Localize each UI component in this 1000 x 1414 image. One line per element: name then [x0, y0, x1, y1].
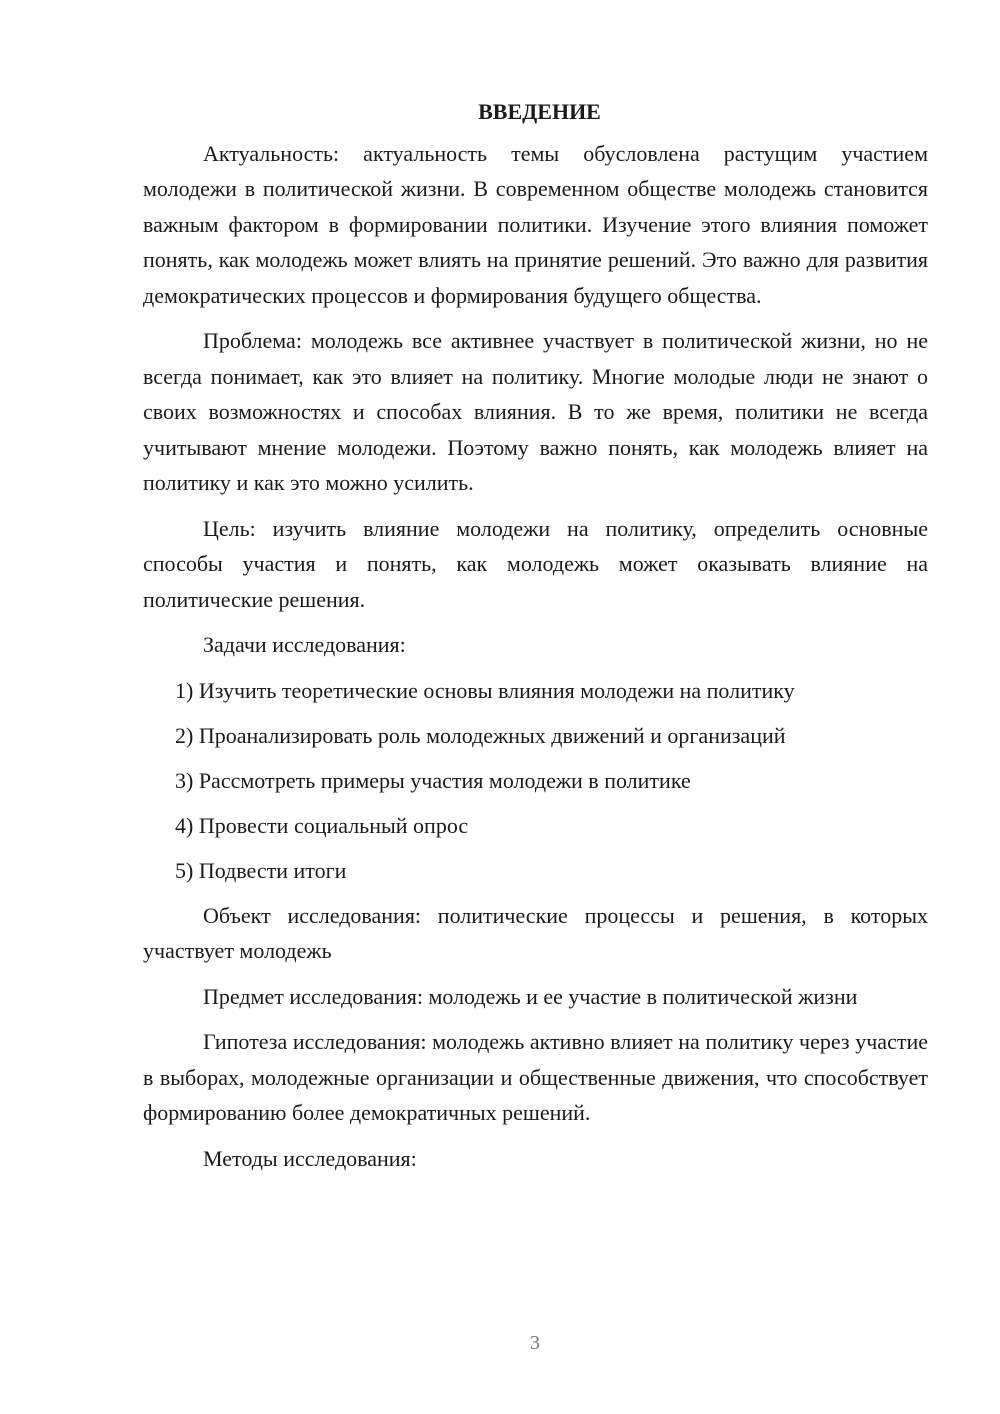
list-item: 1) Изучить теоретические основы влияния молодежи на политику — [175, 677, 795, 703]
paragraph-hypothesis: Гипотеза исследования: молодежь активно влияет на политику через участие в выборах, молодежные организации и общественные движения, что способствует формированию более демократичных решений. — [143, 1029, 928, 1125]
page-content — [143, 94, 928, 1176]
paragraph-object: Объект исследования: политические процессы и решения, в которых участвует молодежь — [143, 902, 928, 963]
tasks-heading: Задачи исследования: — [203, 632, 406, 657]
paragraph-relevance: Актуальность: актуальность темы обусловлена растущим участием молодежи в политической жизни. В современном обществе молодежь становится важным фактором в формировании политики. Изучение этого влияния поможет понять, как молодежь может влиять на принятие решений. Это важно для развития демократических процессов и формирования будущего общества. — [143, 140, 928, 308]
methods-heading: Методы исследования: — [203, 1145, 417, 1171]
page-number: 3 — [530, 1332, 540, 1354]
list-item: 4) Провести социальный опрос — [175, 812, 469, 838]
paragraph-goal: Цель: изучить влияние молодежи на политику, определить основные способы участия и понять, как молодежь может оказывать влияние на политические решения. — [143, 515, 928, 612]
paragraph-subject: Предмет исследования: молодежь и ее участие в политической жизни — [203, 983, 858, 1009]
tasks-list — [143, 673, 928, 888]
list-item: 3) Рассмотреть примеры участия молодежи в политике — [175, 767, 691, 793]
list-item: 5) Подвести итоги — [175, 857, 347, 883]
paragraph-problem: Проблема: молодежь все активнее участвует в политической жизни, но не всегда понимает, как это влияет на политику. Многие молодые люди не знают о своих возможностях и способах влияния. В то же время, политики не всегда учитывают мнение молодежи. Поэтому важно понять, как молодежь влияет на политику и как это можно усилить. — [143, 328, 928, 495]
list-item: 2) Проанализировать роль молодежных движений и организаций — [175, 722, 786, 748]
section-title: ВВЕДЕНИЕ — [478, 99, 601, 124]
